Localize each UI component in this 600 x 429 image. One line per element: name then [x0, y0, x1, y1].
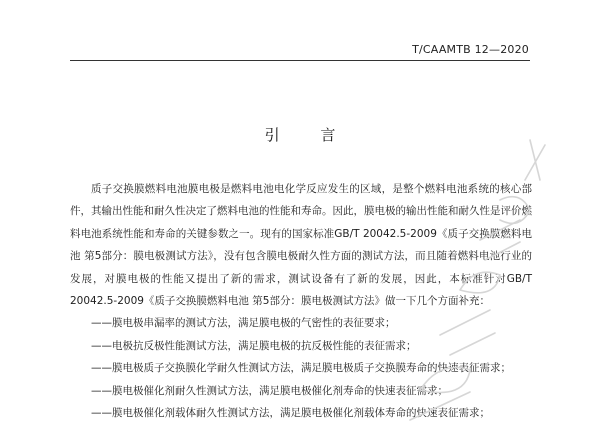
supplement-list [70, 312, 532, 424]
list-item: ——膜电极催化剂耐久性测试方法，满足膜电极催化剂寿命的快速表征需求； [91, 384, 448, 397]
list-item: ——膜电极质子交换膜化学耐久性测试方法，满足膜电极质子交换膜寿命的快速表征需求； [91, 362, 511, 375]
document-code: T/CAAMTB 12—2020 [412, 43, 529, 56]
body-text [70, 178, 532, 424]
header-rule [70, 60, 530, 61]
list-item: ——膜电极催化剂载体耐久性测试方法，满足膜电极催化剂载体寿命的快速表征需求； [91, 407, 490, 420]
list-item: ——膜电极串漏率的测试方法，满足膜电极的气密性的表征要求； [91, 317, 396, 330]
intro-paragraph: 质子交换膜燃料电池膜电极是燃料电池电化学反应发生的区域，是整个燃料电池系统的核心部件，其输出性能和耐久性决定了燃料电池的性能和寿命。因此，膜电极的输出性能和耐久性是评价燃料电池系统性能和寿命的关键参数之一。现有的国家标准GB/T 20042.5-2009《质子交换膜燃料电池 第5部分：膜电极测试方法》，没有包含膜电极耐久性方面的测试方法，而且随着燃料电池行业的发展，对膜电极的性能又提出了新的需求，测试设备有了新的发展，因此，本标准针对GB/T 20042.5-2009《质子交换膜燃料电池 第5部分：膜电极测试方法》做一下几个方面补充： [70, 183, 532, 308]
list-item: ——电极抗反极性能测试方法，满足膜电极的抗反极性能的表征需求； [91, 339, 417, 352]
section-title: 引 言 [264, 126, 354, 144]
